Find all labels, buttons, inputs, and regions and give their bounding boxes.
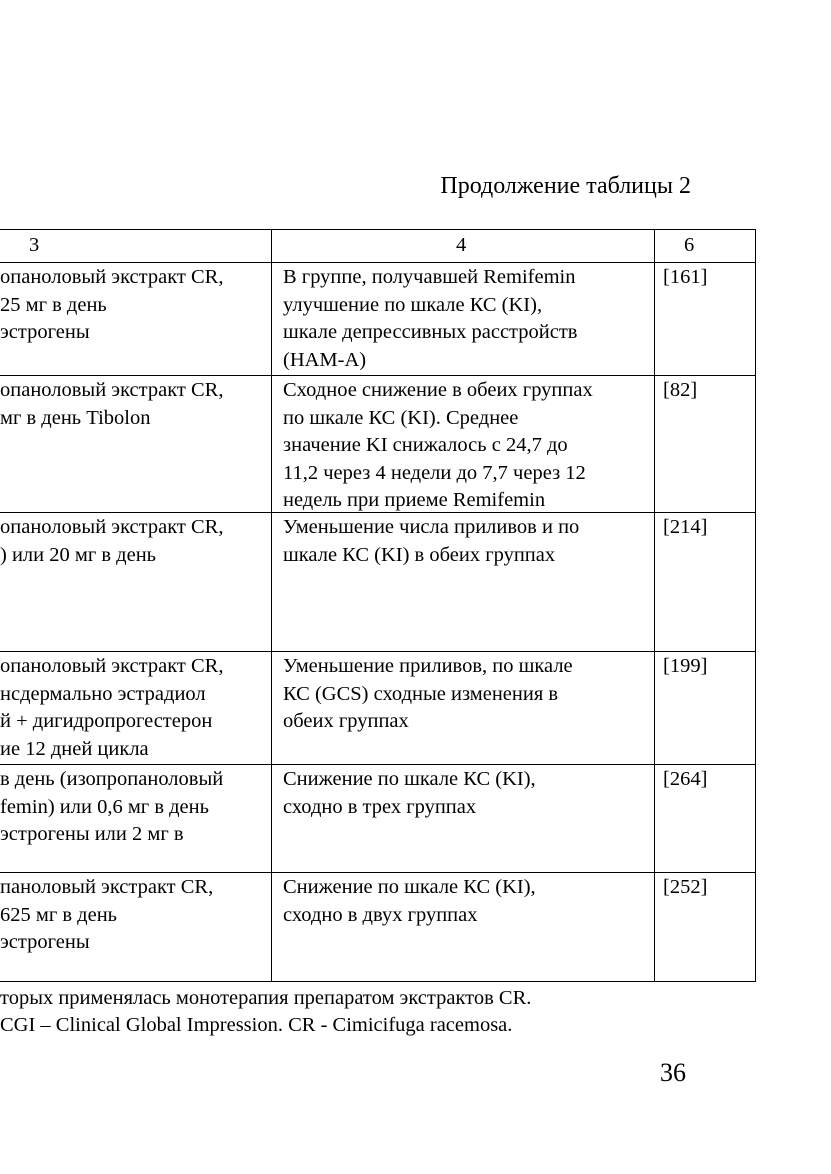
data-table xyxy=(0,229,756,982)
footnote-line-1: торых применялась монотерапия препаратом экстрактов CR. xyxy=(0,987,532,1009)
table-row-5-ref: [264] xyxy=(663,768,708,790)
text-line: шкале депрессивных расстройств xyxy=(283,321,578,343)
table-row-2-ref: [82] xyxy=(663,379,698,401)
text-line: 625 мг в день xyxy=(0,903,118,926)
table-row-1-ref: [161] xyxy=(663,266,708,288)
table-row-1-col-3 xyxy=(0,264,268,347)
table-row-4-col-3 xyxy=(0,653,268,763)
text-line: в день (изопропаноловый xyxy=(0,768,224,790)
row-divider xyxy=(0,375,756,376)
table-row-2-col-4 xyxy=(283,377,651,515)
header-col-4: 4 xyxy=(456,234,467,256)
table-row-6-ref: [252] xyxy=(663,876,708,898)
text-line: Уменьшение числа приливов и по xyxy=(283,516,580,538)
text-line: Снижение по шкале КС (KI), xyxy=(283,876,536,898)
text-line: сходно в трех группах xyxy=(283,795,477,818)
text-line: ) или 20 мг в день xyxy=(0,543,157,566)
table-row-2-col-3 xyxy=(0,377,268,432)
table-row-3-col-4 xyxy=(283,514,651,569)
header-divider xyxy=(0,262,756,263)
table-border-bottom xyxy=(0,981,756,982)
text-line: опаноловый экстракт CR, xyxy=(0,516,224,538)
text-line: эстрогены xyxy=(0,931,90,953)
text-line: по шкале КС (KI). Среднее xyxy=(283,406,519,429)
row-divider xyxy=(0,764,756,765)
text-line: опаноловый экстракт CR, xyxy=(0,266,224,288)
page-number: 36 xyxy=(660,1058,686,1087)
text-line: нсдермально эстрадиол xyxy=(0,682,206,705)
header-col-3: 3 xyxy=(29,234,40,256)
table-row-4-col-4 xyxy=(283,653,651,736)
table-row-3-col-3 xyxy=(0,514,268,569)
text-line: Уменьшение приливов, по шкале xyxy=(283,655,573,677)
text-line: улучшение по шкале КС (KI), xyxy=(283,293,543,316)
table-caption: Продолжение таблицы 2 xyxy=(440,173,691,199)
text-line: 25 мг в день xyxy=(0,293,107,316)
text-line: й + дигидропрогестерон xyxy=(0,710,213,732)
text-line: (HAM-A) xyxy=(283,348,367,371)
header-col-6: 6 xyxy=(684,234,695,256)
text-line: опаноловый экстракт CR, xyxy=(0,379,224,401)
text-line: значение KI снижалось с 24,7 до xyxy=(283,434,568,456)
table-row-6-col-3 xyxy=(0,874,268,957)
column-divider xyxy=(654,229,655,982)
text-line: паноловый экстракт CR, xyxy=(0,876,214,898)
table-border-top xyxy=(0,229,756,230)
table-row-6-col-4 xyxy=(283,874,651,929)
text-line: обеих группах xyxy=(283,710,409,732)
text-line: опаноловый экстракт CR, xyxy=(0,655,224,677)
text-line: В группе, получавшей Remifemin xyxy=(283,266,576,288)
text-line: 11,2 через 4 недели до 7,7 через 12 xyxy=(283,461,586,484)
column-divider xyxy=(271,229,272,982)
text-line: эстрогены или 2 мг в xyxy=(0,823,184,845)
table-row-5-col-3 xyxy=(0,766,268,849)
table-row-4-ref: [199] xyxy=(663,655,708,677)
text-line: недель при приеме Remifemin xyxy=(283,489,546,511)
text-line: Снижение по шкале КС (KI), xyxy=(283,768,536,790)
table-row-1-col-4 xyxy=(283,264,651,374)
table-row-3-ref: [214] xyxy=(663,516,708,538)
text-line: сходно в двух группах xyxy=(283,903,478,926)
text-line: эстрогены xyxy=(0,321,90,343)
table-row-5-col-4 xyxy=(283,766,651,821)
text-line: ие 12 дней цикла xyxy=(0,737,149,760)
footnote-line-2: CGI – Clinical Global Impression. CR - Cimicifuga racemosa. xyxy=(0,1014,513,1036)
row-divider xyxy=(0,651,756,652)
text-line: мг в день Tibolon xyxy=(0,406,151,429)
text-line: шкале КС (KI) в обеих группах xyxy=(283,543,556,566)
text-line: Сходное снижение в обеих группах xyxy=(283,379,593,401)
row-divider xyxy=(0,872,756,873)
table-border-right xyxy=(755,229,756,982)
text-line: femin) или 0,6 мг в день xyxy=(0,795,209,818)
text-line: КС (GCS) сходные изменения в xyxy=(283,682,559,705)
